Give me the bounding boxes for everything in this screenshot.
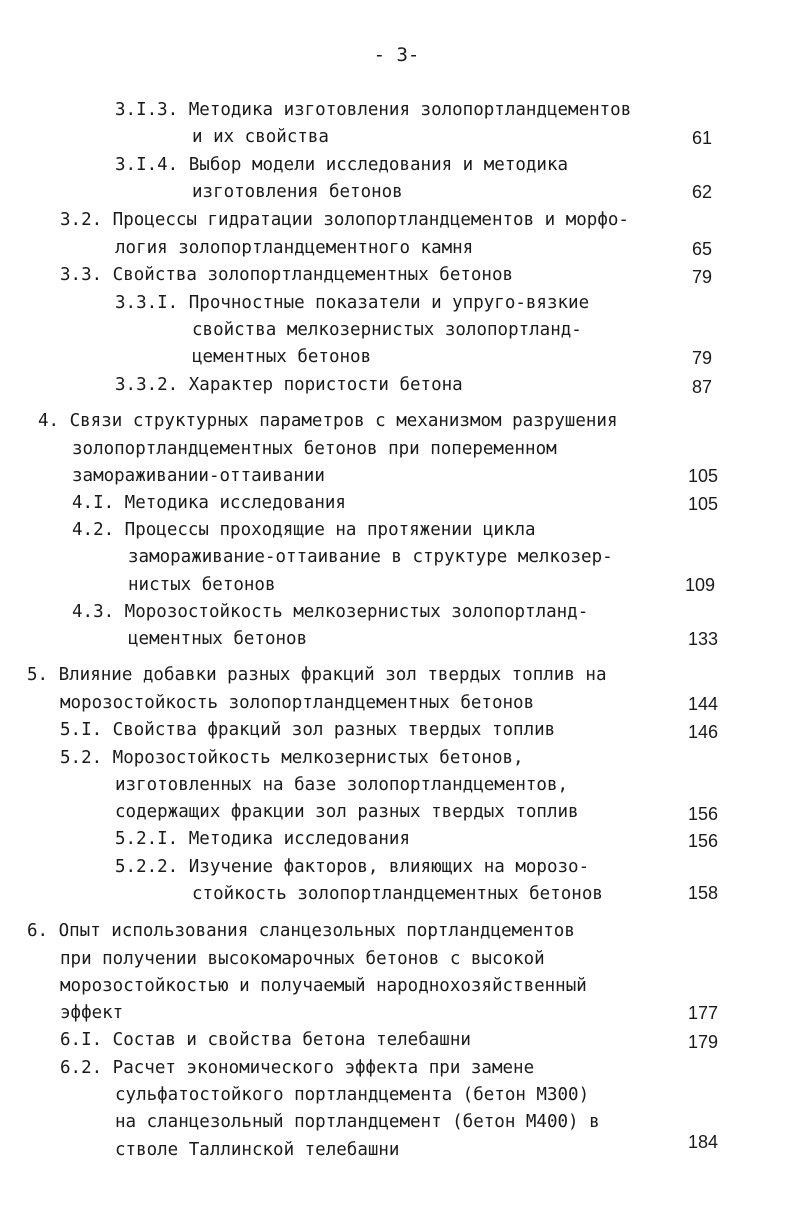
toc-entry-line: логия золопортландцементного камня (115, 238, 474, 258)
toc-page-number: 62 (692, 182, 713, 202)
toc-entry-line: 6. Опыт использования сланцезольных портландцементов (27, 921, 575, 941)
toc-entry-line: 6.I. Состав и свойства бетона телебашни (60, 1030, 471, 1050)
toc-page-number: 144 (688, 694, 719, 714)
toc-page-number: 146 (688, 722, 719, 742)
page-number: - 3- (373, 44, 420, 66)
toc-page-number: 61 (692, 128, 713, 148)
toc-entry-line: 3.2. Процессы гидратации золопортландцементов и морфо- (60, 210, 629, 230)
toc-entry-line: 3.3. Свойства золопортландцементных бетонов (60, 265, 514, 285)
toc-page-number: 79 (692, 267, 713, 287)
toc-entry-line: сульфатостойкого портландцемента (бетон М300) (115, 1085, 590, 1105)
toc-entry-line: свойства мелкозернистых золопортланд- (192, 320, 582, 340)
toc-entry-line: 5.2. Морозостойкость мелкозернистых бетонов, (60, 748, 524, 768)
toc-page-number: 109 (685, 575, 716, 595)
toc-entry-line: эффект (60, 1003, 124, 1023)
toc-entry-line: замораживание-оттаивание в структуре мелкозер- (128, 547, 613, 567)
toc-entry-line: 5.2.I. Методика исследования (115, 829, 411, 849)
toc-entry-line: 3.3.I. Прочностные показатели и упруго-вязкие (115, 293, 590, 313)
toc-entry-line: 4. Связи структурных параметров с механизмом разрушения (38, 411, 618, 431)
toc-entry-line: цементных бетонов (128, 629, 308, 649)
toc-entry-line: 4.3. Морозостойкость мелкозернистых золопортланд- (72, 602, 589, 622)
toc-page-number: 105 (688, 466, 719, 486)
toc-entry-line: стволе Таллинской телебашни (115, 1140, 400, 1160)
toc-entry-line: цементных бетонов (192, 347, 372, 367)
toc-page-number: 133 (688, 629, 719, 649)
toc-entry-line: на сланцезольный портландцемент (бетон М400) в (115, 1112, 600, 1132)
toc-page-number: 87 (692, 377, 713, 397)
toc-entry-line: содержащих фракции зол разных твердых топлив (115, 802, 579, 822)
toc-page-number: 177 (688, 1003, 719, 1023)
toc-page-number: 179 (688, 1032, 719, 1052)
toc-entry-line: изготовленных на базе золопортландцементов, (115, 775, 569, 795)
toc-page-number: 184 (688, 1132, 719, 1152)
toc-entry-line: 4.I. Методика исследования (72, 493, 346, 513)
toc-entry-line: 3.I.4. Выбор модели исследования и методика (115, 155, 569, 175)
toc-entry-line: нистых бетонов (128, 575, 276, 595)
toc-entry-line: 5. Влияние добавки разных фракций зол твердых топлив на (27, 665, 607, 685)
toc-entry-line: морозостойкостью и получаемый народнохозяйственный (60, 976, 587, 996)
toc-entry-line: 3.3.2. Характер пористости бетона (115, 375, 463, 395)
toc-entry-line: морозостойкость золопортландцементных бетонов (60, 693, 535, 713)
toc-page-number: 65 (692, 239, 713, 259)
toc-entry-line: 4.2. Процессы проходящие на протяжении цикла (72, 520, 536, 540)
toc-page-number: 156 (688, 804, 719, 824)
toc-entry-line: 6.2. Расчет экономического эффекта при замене (60, 1058, 535, 1078)
toc-entry-line: золопортландцементных бетонов при попеременном (72, 439, 557, 459)
toc-page-number: 79 (692, 348, 713, 368)
toc-entry-line: и их свойства (192, 127, 329, 147)
toc-page-number: 158 (688, 883, 719, 903)
toc-entry-line: стойкость золопортландцементных бетонов (192, 884, 603, 904)
toc-entry-line: замораживании-оттаивании (72, 466, 325, 486)
toc-entry-line: при получении высокомарочных бетонов с высокой (60, 949, 545, 969)
toc-entry-line: изготовления бетонов (192, 182, 403, 202)
toc-entry-line: 5.I. Свойства фракций зол разных твердых топлив (60, 720, 556, 740)
toc-page-number: 105 (688, 494, 719, 514)
toc-entry-line: 3.I.3. Методика изготовления золопортландцементов (115, 100, 632, 120)
toc-entry-line: 5.2.2. Изучение факторов, влияющих на морозо- (115, 857, 590, 877)
toc-page-number: 156 (688, 831, 719, 851)
